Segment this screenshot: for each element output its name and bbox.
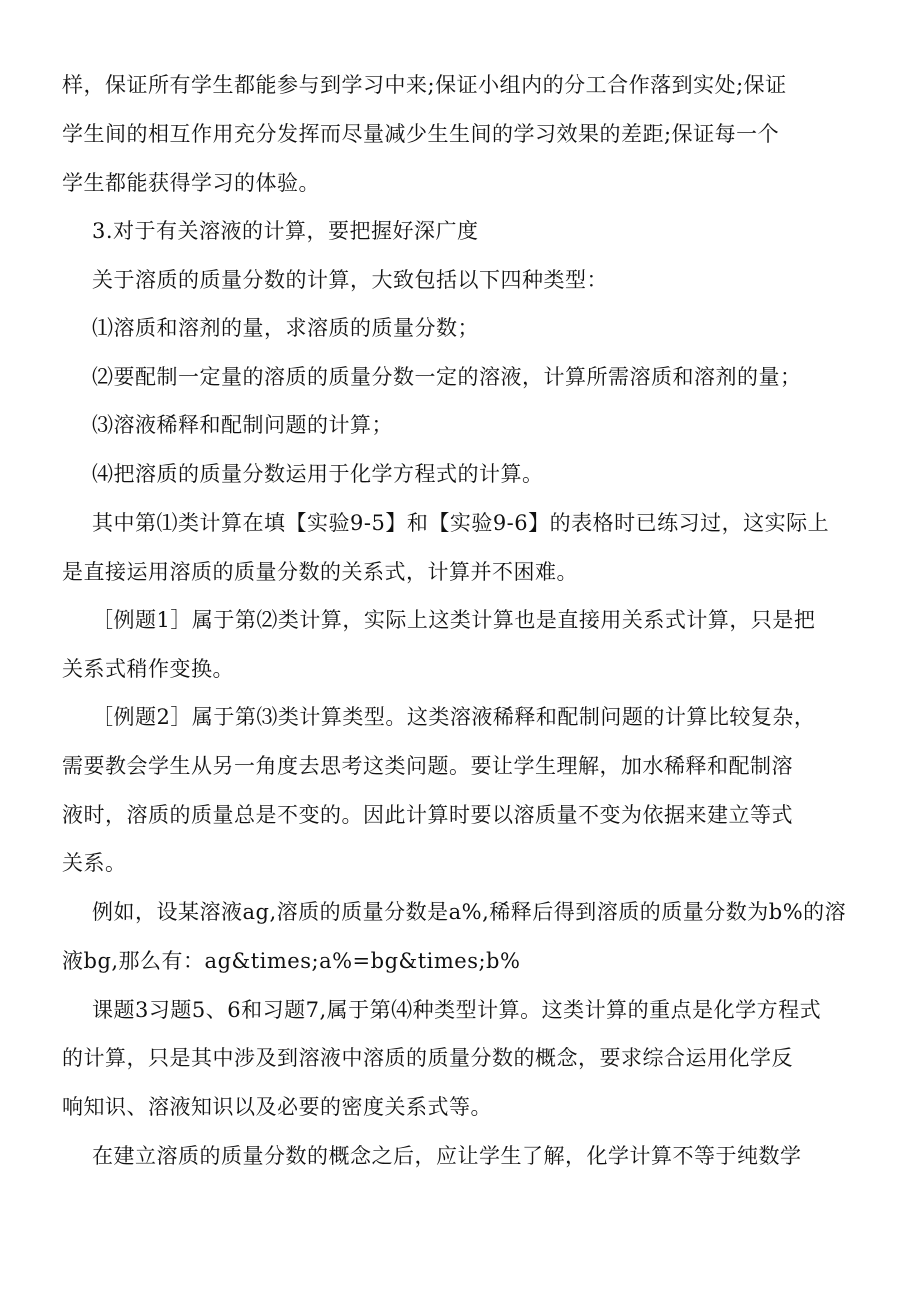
paragraph-line-12: ［例题1］属于第⑵类计算，实际上这类计算也是直接用关系式计算，只是把 bbox=[92, 608, 816, 632]
paragraph-line-16: 液时，溶质的质量总是不变的。因此计算时要以溶质量不变为依据来建立等式 bbox=[62, 803, 793, 827]
section-heading: 3.对于有关溶液的计算，要把握好深广度 bbox=[92, 219, 479, 243]
list-item-3: ⑶溶液稀释和配制问题的计算； bbox=[92, 413, 393, 437]
list-item-1: ⑴溶质和溶剂的量，求溶质的质量分数； bbox=[92, 316, 479, 340]
paragraph-line-3: 学生都能获得学习的体验。 bbox=[62, 171, 320, 195]
paragraph-line-17: 关系。 bbox=[62, 851, 127, 875]
paragraph-line-19: 液bg,那么有：ag&times;a%=bg&times;b% bbox=[62, 949, 521, 973]
paragraph-line-21: 的计算，只是其中涉及到溶液中溶质的质量分数的概念，要求综合运用化学反 bbox=[62, 1046, 793, 1070]
paragraph-line-5: 关于溶质的质量分数的计算，大致包括以下四种类型： bbox=[92, 268, 608, 292]
paragraph-line-13: 关系式稍作变换。 bbox=[62, 657, 234, 681]
paragraph-line-1: 样，保证所有学生都能参与到学习中来;保证小组内的分工合作落到实处;保证 bbox=[62, 73, 787, 97]
paragraph-line-15: 需要教会学生从另一角度去思考这类问题。要让学生理解，加水稀释和配制溶 bbox=[62, 754, 793, 778]
paragraph-line-23: 在建立溶质的质量分数的概念之后，应让学生了解，化学计算不等于纯数学 bbox=[92, 1144, 802, 1168]
paragraph-line-22: 响知识、溶液知识以及必要的密度关系式等。 bbox=[62, 1095, 492, 1119]
list-item-2: ⑵要配制一定量的溶质的质量分数一定的溶液，计算所需溶质和溶剂的量； bbox=[92, 365, 802, 389]
paragraph-line-18: 例如，设某溶液ag,溶质的质量分数是a%,稀释后得到溶质的质量分数为b%的溶 bbox=[92, 900, 847, 924]
paragraph-line-2: 学生间的相互作用充分发挥而尽量减少生生间的学习效果的差距;保证每一个 bbox=[62, 122, 780, 146]
list-item-4: ⑷把溶质的质量分数运用于化学方程式的计算。 bbox=[92, 462, 544, 486]
paragraph-line-11: 是直接运用溶质的质量分数的关系式，计算并不困难。 bbox=[62, 560, 578, 584]
paragraph-line-10: 其中第⑴类计算在填【实验9-5】和【实验9-6】的表格时已练习过，这实际上 bbox=[92, 511, 830, 535]
paragraph-line-20: 课题3习题5、6和习题7,属于第⑷种类型计算。这类计算的重点是化学方程式 bbox=[92, 998, 822, 1022]
paragraph-line-14: ［例题2］属于第⑶类计算类型。这类溶液稀释和配制问题的计算比较复杂， bbox=[92, 705, 816, 729]
